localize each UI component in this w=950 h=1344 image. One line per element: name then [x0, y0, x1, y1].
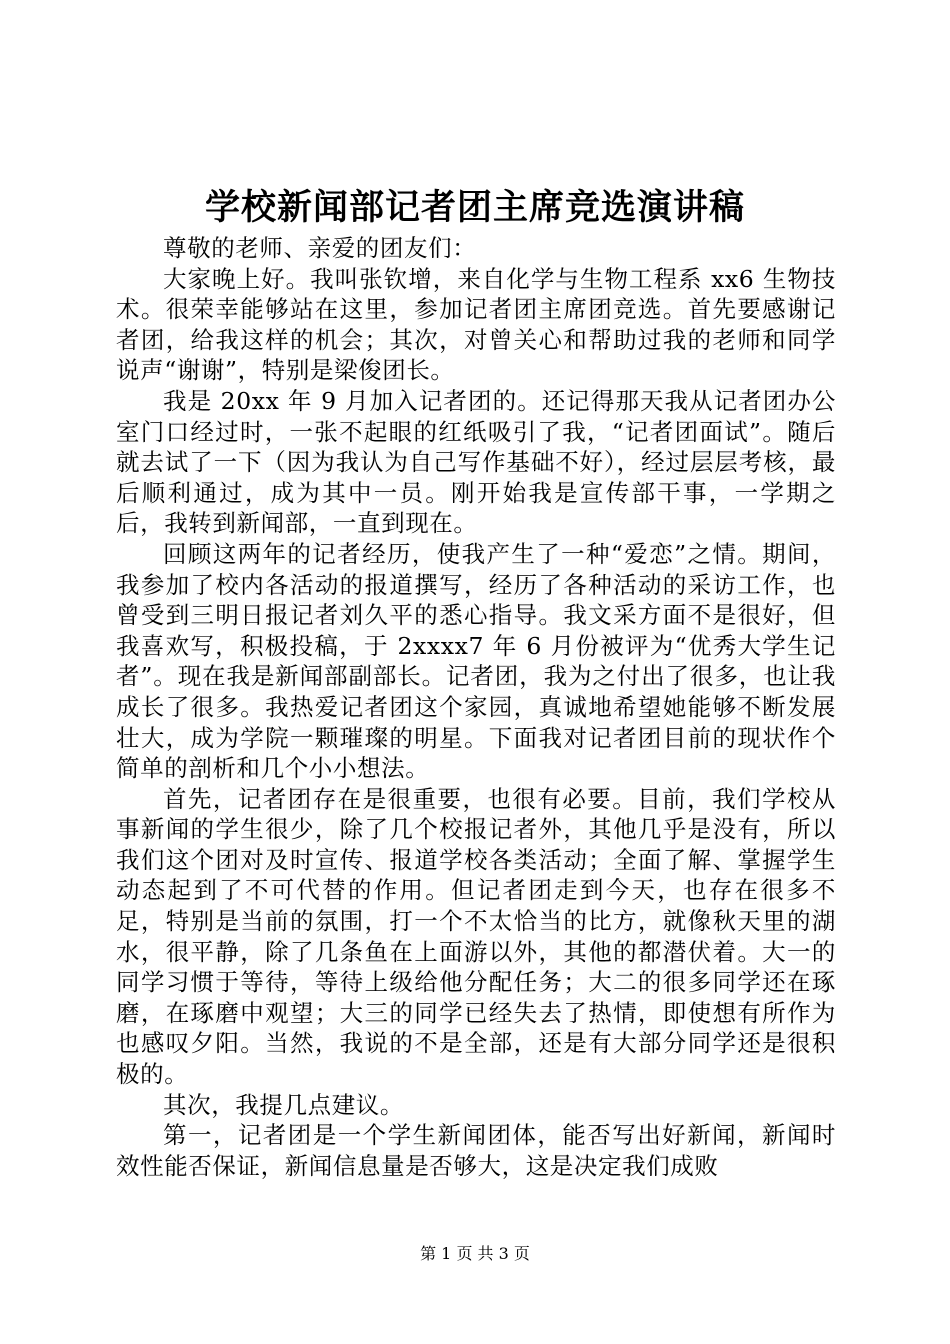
document-body [116, 233, 836, 1181]
paragraph-introduction: 大家晚上好。我叫张钦增，来自化学与生物工程系 xx6 生物技术。很荣幸能够站在这里，参加记者团主席团竞选。首先要感谢记者团，给我这样的机会；其次，对曾关心和帮助过我的老师和同学说声“谢谢”，特别是梁俊团长。 [116, 264, 836, 385]
paragraph-analysis: 首先，记者团存在是很重要，也很有必要。目前，我们学校从事新闻的学生很少，除了几个校报记者外，其他几乎是没有，所以我们这个团对及时宣传、报道学校各类活动；全面了解、掌握学生动态起到了不可代替的作用。但记者团走到今天，也存在很多不足，特别是当前的氛围，打一个不太恰当的比方，就像秋天里的湖水，很平静，除了几条鱼在上面游以外，其他的都潜伏着。大一的同学习惯于等待，等待上级给他分配任务；大二的很多同学还在琢磨，在琢磨中观望；大三的同学已经失去了热情，即使想有所作为也感叹夕阳。当然，我说的不是全部，还是有大部分同学还是很积极的。 [116, 784, 836, 1089]
paragraph-joining: 我是 20xx 年 9 月加入记者团的。还记得那天我从记者团办公室门口经过时，一张不起眼的红纸吸引了我，“记者团面试”。随后就去试了一下（因为我认为自己写作基础不好），经过层层考核，最后顺利通过，成为其中一员。刚开始我是宣传部干事，一学期之后，我转到新闻部，一直到现在。 [116, 386, 836, 538]
page-number-footer: 第 1 页 共 3 页 [420, 1244, 530, 1263]
document-title: 学校新闻部记者团主席竞选演讲稿 [204, 187, 745, 228]
paragraph-first-suggestion: 第一，记者团是一个学生新闻团体，能否写出好新闻，新闻时效性能否保证，新闻信息量是否够大，这是决定我们成败 [116, 1121, 836, 1180]
paragraph-suggestions-intro: 其次，我提几点建议。 [163, 1090, 404, 1119]
paragraph-salutation: 尊敬的老师、亲爱的团友们： [163, 234, 477, 262]
paragraph-experience: 回顾这两年的记者经历，使我产生了一种“爱恋”之情。期间，我参加了校内各活动的报道撰写，经历了各种活动的采访工作，也曾受到三明日报记者刘久平的悉心指导。我文采方面不是很好，但我喜欢写，积极投稿，于 2xxxx7 年 6 月份被评为“优秀大学生记者”。现在我是新闻部副部长。记者团，我为之付出了很多，也让我成长了很多。我热爱记者团这个家园，真诚地希望她能够不断发展壮大，成为学院一颗璀璨的明星。下面我对记者团目前的现状作个简单的剖析和几个小小想法。 [116, 539, 836, 783]
